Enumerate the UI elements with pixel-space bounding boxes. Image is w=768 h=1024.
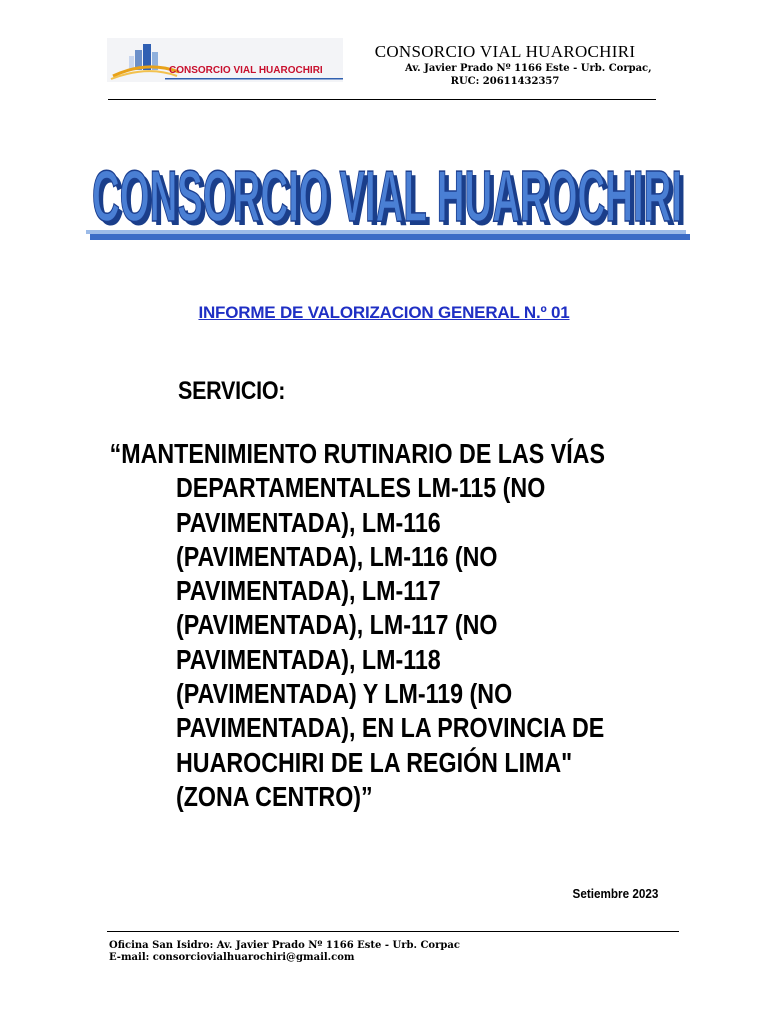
footer-divider: [107, 931, 679, 932]
footer-email: E-mail: consorciovialhuarochiri@gmail.com: [109, 952, 355, 963]
company-address: Av. Javier Prado Nº 1166 Este - Urb. Corpac,: [405, 63, 652, 74]
logo-text: CONSORCIO VIAL HUAROCHIRI: [169, 65, 323, 76]
service-line: (PAVIMENTADA), LM-117 (NO: [176, 609, 498, 641]
big-title-text: CONSORCIO VIAL HUAROCHIRI: [92, 157, 682, 237]
service-line: PAVIMENTADA), LM-118: [176, 643, 441, 675]
servicio-label: SERVICIO:: [178, 377, 286, 405]
service-line: (ZONA CENTRO)”: [176, 780, 373, 812]
service-line: (PAVIMENTADA) Y LM-119 (NO: [176, 678, 513, 710]
service-line: PAVIMENTADA), EN LA PROVINCIA DE: [176, 712, 605, 744]
service-line: “MANTENIMIENTO RUTINARIO DE LAS VÍAS: [109, 438, 605, 469]
report-title: INFORME DE VALORIZACION GENERAL N.º 01: [198, 303, 570, 322]
service-line: DEPARTAMENTALES LM-115 (NO: [176, 472, 546, 504]
big-title: [86, 148, 690, 248]
service-line: (PAVIMENTADA), LM-116 (NO: [176, 540, 498, 572]
footer: [109, 940, 460, 964]
service-line: PAVIMENTADA), LM-117: [176, 575, 441, 607]
company-ruc: RUC: 20611432357: [450, 76, 560, 87]
service-line: HUAROCHIRI DE LA REGIÓN LIMA": [176, 746, 573, 778]
company-name: CONSORCIO VIAL HUAROCHIRI: [374, 42, 636, 61]
service-description: [109, 437, 641, 814]
report-date: Setiembre 2023: [572, 886, 658, 901]
service-line: PAVIMENTADA), LM-116: [176, 506, 441, 538]
header-divider: [108, 99, 656, 100]
big-title-shadow: CONSORCIO VIAL HUAROCHIRI: [96, 161, 686, 241]
company-logo: [107, 38, 343, 82]
letterhead: [345, 42, 665, 88]
footer-office: Oficina San Isidro: Av. Javier Prado Nº 1166 Este - Urb. Corpac: [109, 940, 460, 951]
